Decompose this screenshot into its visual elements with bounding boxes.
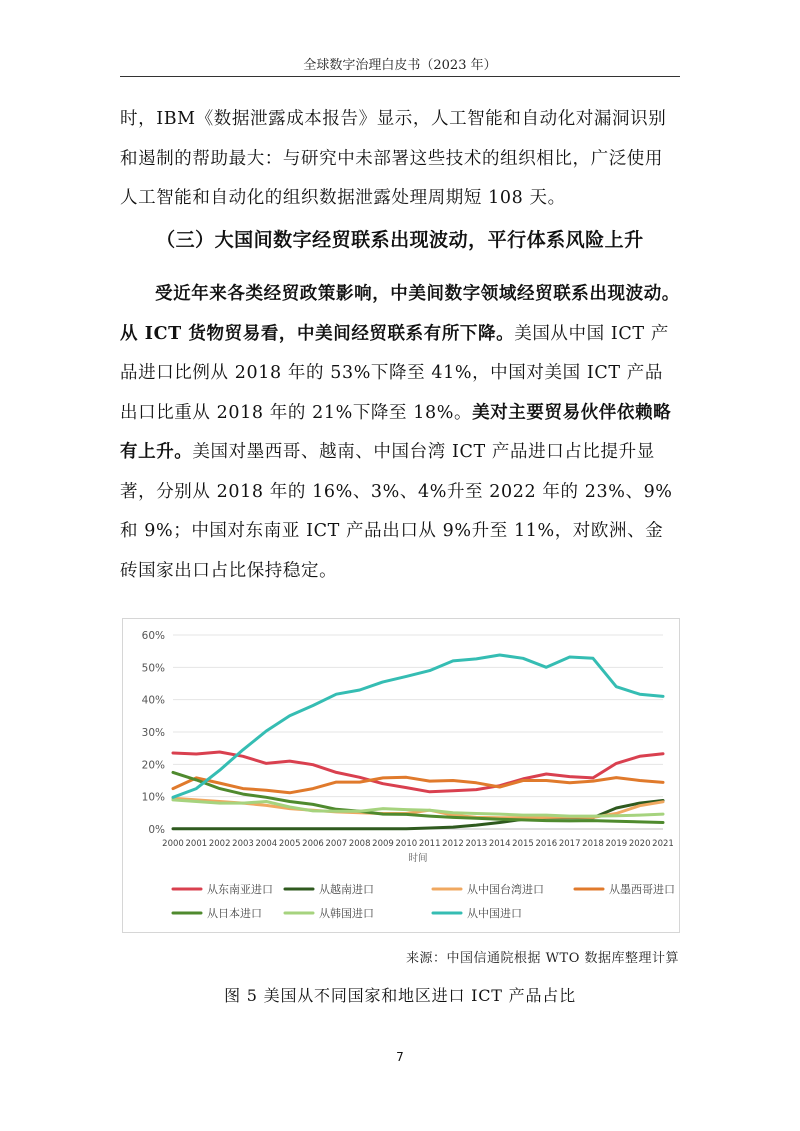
x-tick-label: 2003 [232,839,254,849]
legend-label: 从越南进口 [319,883,374,896]
y-tick-label: 0% [148,824,165,836]
emphasis-text: 美对主要贸易伙伴依赖略有上升。 [120,402,672,462]
x-tick-label: 2021 [652,839,674,849]
running-header: 全球数字治理白皮书（2023 年） [120,54,680,77]
series-line [173,655,663,797]
y-tick-label: 40% [141,694,165,707]
y-tick-label: 60% [141,630,165,642]
legend-label: 从中国进口 [467,907,522,920]
legend-label: 从日本进口 [207,907,262,920]
x-tick-label: 2002 [208,839,231,849]
x-tick-label: 2018 [582,839,604,849]
x-tick-label: 2004 [255,839,278,849]
line-chart [123,619,679,932]
figure-caption: 图 5 美国从不同国家和地区进口 ICT 产品占比 [224,986,576,1005]
x-tick-label: 2011 [418,839,441,849]
series-line [173,800,663,816]
x-tick-label: 2000 [162,839,184,849]
y-tick-label: 10% [141,791,165,804]
paragraph-text: 美国从中国 ICT 产品进口比例从 2018 年的 53%下降至 41%，中国对美国 ICT 产品出口比重从 2018 年的 21%下降至 18%。 [120,323,669,423]
x-tick-label: 2014 [488,839,511,849]
x-tick-label: 2006 [302,839,324,849]
series-line [173,752,663,792]
x-tick-label: 2015 [512,839,534,849]
x-tick-label: 2001 [185,839,208,849]
y-tick-label: 20% [141,759,165,772]
emphasis-text: 受近年来各类经贸政策影响，中美间数字领域经贸联系出现波动。从 ICT 货物贸易看，中美间经贸联系有所下降。 [120,284,680,344]
x-tick-label: 2007 [325,839,348,849]
x-tick-label: 2005 [278,839,301,849]
figure-source: 来源：中国信通院根据 WTO 数据库整理计算 [406,951,679,966]
x-tick-label: 2019 [605,839,628,849]
legend-label: 从中国台湾进口 [467,883,544,896]
x-tick-label: 2020 [628,839,651,849]
legend-label: 从东南亚进口 [207,883,273,896]
paragraph-text: 美国对墨西哥、越南、中国台湾 ICT 产品进口占比提升显著，分别从 2018 年的 16%、3%、4%升至 2022 年的 23%、9%和 9%；中国对东南亚 ICT 产品出口从 9%升至 11%，对欧洲、金砖国家出口占比保持稳定。 [120,442,673,581]
x-axis-title: 时间 [408,853,428,864]
legend-label: 从韩国进口 [319,907,374,920]
legend-label: 从墨西哥进口 [609,883,675,896]
section-heading: （三）大国间数字经贸联系出现波动，平行体系风险上升 [156,229,644,251]
paragraph-text: 时，IBM《数据泄露成本报告》显示，人工智能和自动化对漏洞识别和遏制的帮助最大：与研究中未部署这些技术的组织相比，广泛使用人工智能和自动化的组织数据泄露处理周期短 108 天。 [120,109,667,208]
x-tick-label: 2016 [535,839,558,849]
paragraph-trade-links [120,275,680,591]
x-tick-label: 2009 [372,839,394,849]
y-tick-label: 30% [141,727,165,739]
paragraph-ibm-report [120,100,680,219]
x-tick-label: 2013 [465,839,488,849]
ict-import-share-chart [122,618,680,933]
x-tick-label: 2017 [558,839,581,849]
y-tick-label: 50% [141,662,165,675]
x-tick-label: 2010 [395,839,418,849]
page-number: 7 [396,1050,404,1064]
x-tick-label: 2008 [348,839,371,849]
x-tick-label: 2012 [442,839,464,849]
